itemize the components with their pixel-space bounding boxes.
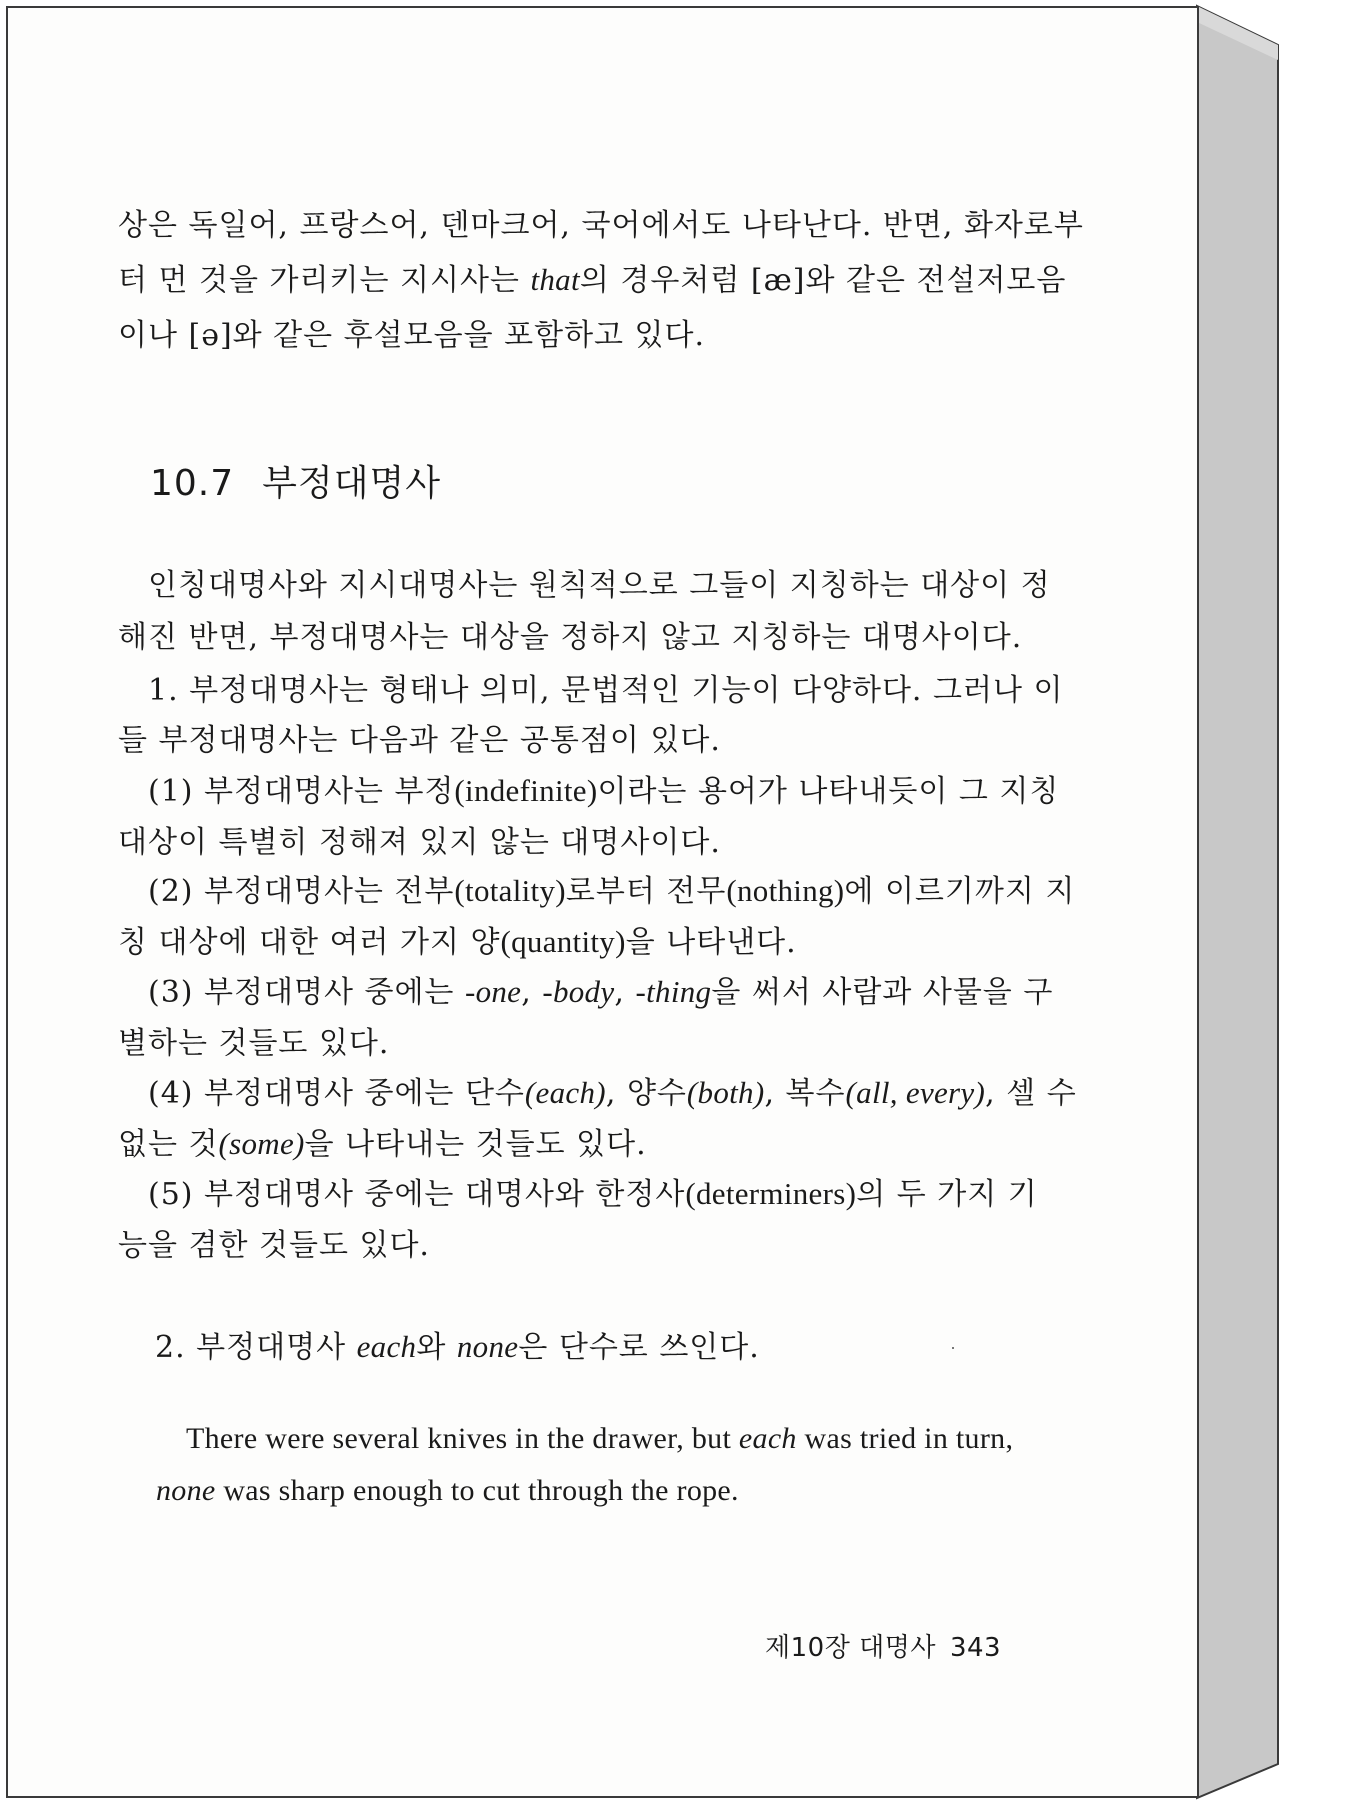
text-segment: (1) 부정대명사는 부정	[148, 774, 455, 809]
text-segment: 에 이르기까지 지	[844, 874, 1076, 909]
english-term: -body	[542, 974, 615, 1009]
text-segment: ,	[521, 975, 543, 1010]
text-segment: 와	[416, 1330, 457, 1365]
text-segment: 을 나타내는 것들도 있다.	[304, 1127, 647, 1162]
text-segment: 별하는 것들도 있다.	[118, 1026, 390, 1061]
text-line-content: 상은 독일어, 프랑스어, 덴마크어, 국어에서도 나타난다. 반면, 화자로부	[118, 208, 1084, 243]
page-number: 343	[949, 1633, 1002, 1663]
english-term: (determiners)	[685, 1176, 857, 1211]
term-that: that	[530, 262, 580, 297]
english-term: (nothing)	[726, 873, 845, 908]
speck	[952, 1347, 954, 1349]
text-line	[118, 1018, 389, 1062]
chapter-label: 제10장 대명사	[765, 1633, 936, 1663]
text-segment: (3) 부정대명사 중에는	[148, 975, 465, 1010]
text-line	[118, 1220, 430, 1264]
text-segment: 의 경우처럼 [æ]와 같은 전설저모음	[579, 263, 1067, 298]
list-item	[148, 866, 1075, 910]
english-term: none	[456, 1329, 519, 1364]
list-item	[148, 1068, 1077, 1112]
text-segment: 의 두 가지 기	[856, 1177, 1038, 1212]
text-segment: , 셀 수	[985, 1076, 1077, 1111]
english-term: (some)	[218, 1126, 305, 1161]
text-segment: 을 나타낸다.	[625, 925, 797, 960]
text-segment: 2. 부정대명사	[155, 1330, 357, 1365]
text-segment: (4) 부정대명사 중에는 단수	[148, 1076, 525, 1111]
english-term: each	[356, 1329, 417, 1364]
text-line	[118, 200, 1084, 244]
section-title: 부정대명사	[262, 463, 442, 504]
point1-line: 1. 부정대명사는 형태나 의미, 문법적인 기능이 다양하다. 그러나 이	[148, 673, 1064, 708]
text-line	[118, 917, 797, 961]
text-line	[148, 560, 1051, 604]
text-line	[148, 665, 1063, 709]
text-segment: 능을 겸한 것들도 있다.	[118, 1228, 430, 1263]
text-segment: 터 먼 것을 가리키는 지시사는	[118, 263, 531, 298]
text-line	[118, 715, 721, 759]
text-line	[118, 1119, 647, 1163]
english-term: -one	[464, 974, 522, 1009]
intro-line: 인칭대명사와 지시대명사는 원칙적으로 그들이 지칭하는 대상이 정	[148, 568, 1051, 603]
english-term: -thing	[635, 974, 712, 1009]
point1-line: 들 부정대명사는 다음과 같은 공통점이 있다.	[118, 723, 721, 758]
english-term: (quantity)	[500, 924, 626, 959]
text-segment: (2) 부정대명사는 전부	[148, 874, 455, 909]
english-term: (indefinite)	[454, 773, 598, 808]
list-item	[148, 967, 1053, 1011]
text-line-content: 이나 [ə]와 같은 후설모음을 포함하고 있다.	[118, 318, 706, 353]
example-sentence	[186, 1422, 1013, 1456]
text-segment: 을 써서 사람과 사물을 구	[711, 975, 1054, 1010]
text-segment: 칭 대상에 대한 여러 가지 양	[118, 925, 501, 960]
text-segment: There were several knives in the drawer, but	[186, 1422, 739, 1455]
text-line	[118, 817, 721, 861]
english-term: each	[738, 1422, 797, 1455]
english-term: (each)	[524, 1075, 606, 1110]
english-term: (both)	[686, 1075, 765, 1110]
text-segment: (5) 부정대명사 중에는 대명사와 한정사	[148, 1177, 686, 1212]
text-segment: 없는 것	[118, 1127, 219, 1162]
list-item	[148, 1169, 1038, 1213]
text-line	[118, 612, 1022, 656]
english-term: (all, every)	[845, 1075, 986, 1110]
english-term: (totality)	[454, 873, 566, 908]
text-line	[118, 255, 1066, 299]
intro-line: 해진 반면, 부정대명사는 대상을 정하지 않고 지칭하는 대명사이다.	[118, 620, 1023, 655]
text-segment: 은 단수로 쓰인다.	[518, 1330, 760, 1365]
text-segment: 로부터 전무	[565, 874, 727, 909]
section-number: 10.7	[150, 463, 235, 504]
text-segment: was tried in turn,	[796, 1422, 1014, 1455]
text-segment: was sharp enough to cut through the rope.	[215, 1474, 739, 1507]
text-segment: 이라는 용어가 나타내듯이 그 지칭	[597, 774, 1060, 809]
english-term: none	[156, 1474, 216, 1507]
example-sentence	[156, 1474, 739, 1508]
list-item	[148, 766, 1059, 810]
text-line	[118, 310, 705, 354]
text-segment: , 양수	[605, 1076, 687, 1111]
text-segment: 대상이 특별히 정해져 있지 않는 대명사이다.	[118, 825, 721, 860]
text-segment: ,	[614, 975, 636, 1010]
section-heading	[150, 455, 441, 506]
point2-line	[155, 1322, 760, 1366]
text-segment: , 복수	[764, 1076, 846, 1111]
running-footer	[765, 1627, 1001, 1664]
